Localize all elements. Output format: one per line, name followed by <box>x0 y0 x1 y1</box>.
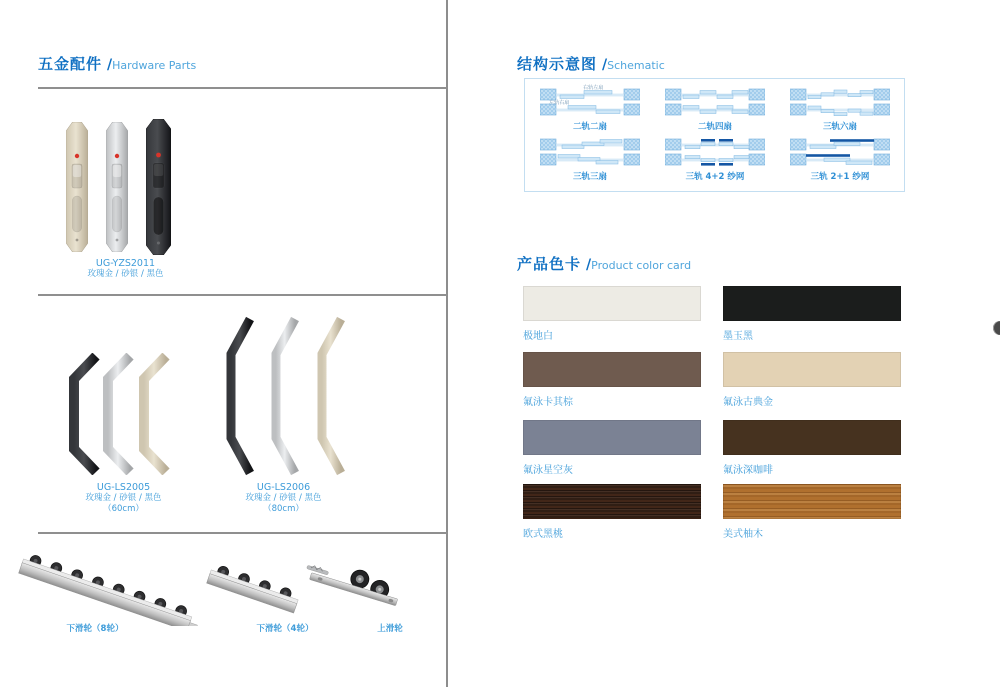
schematic-diagram <box>665 87 765 119</box>
header-slash: / <box>586 257 592 273</box>
handle60-label <box>56 482 191 515</box>
handle80-champagne-image <box>309 316 349 476</box>
lock-handle-finishes: 玫瑰金 / 砂银 / 黑色 <box>87 269 164 279</box>
header-slash: / <box>107 57 113 73</box>
handle60-model: UG-LS2005 <box>96 482 151 493</box>
bottom-roller-8-image <box>18 540 214 626</box>
handle80-label <box>216 482 351 515</box>
schematic-3track-3panel: 三轨三扇 <box>531 137 649 182</box>
hardware-parts-title-en: Hardware Parts <box>112 59 197 72</box>
page-divider <box>446 0 448 687</box>
handle60-size: （60cm） <box>103 504 144 514</box>
schematic-box <box>524 78 905 192</box>
swatch-color <box>723 286 901 321</box>
swatch-polar-white: 极地白 <box>523 286 701 342</box>
swatch-color <box>523 352 701 387</box>
schematic-title-zh: 结构示意图 <box>517 55 598 73</box>
handle80-finishes: 玫瑰金 / 砂银 / 黑色 <box>245 493 322 503</box>
svg-defs <box>0 0 1 1</box>
page-edge-marker <box>993 321 1000 335</box>
schematic-diagram <box>540 137 640 169</box>
schematic-diagram <box>790 137 890 169</box>
schematic-annotation-bottom: 左轨右扇 <box>549 99 570 106</box>
lock-handle-champagne-image <box>66 122 88 252</box>
bottom-roller-4-label: 下滑轮（4轮） <box>256 624 314 634</box>
swatch-khaki-brown: 氟泳卡其棕 <box>523 352 701 408</box>
schematic-2track-4panel: 二轨四扇 <box>656 87 774 132</box>
swatch-color <box>723 484 901 519</box>
schematic-header <box>517 53 665 74</box>
hardware-parts-title-zh: 五金配件 <box>38 55 103 73</box>
lock-handle-model: UG-YZS2011 <box>95 258 156 269</box>
bottom-roller-4-image <box>206 556 318 622</box>
schematic-3track-6panel: 三轨六扇 <box>781 87 899 132</box>
swatch-color <box>523 420 701 455</box>
swatch-dark-coffee: 氟泳深咖啡 <box>723 420 901 476</box>
swatch-ink-black: 墨玉黑 <box>723 286 901 342</box>
handle60-finishes: 玫瑰金 / 砂银 / 黑色 <box>85 493 162 503</box>
swatch-color <box>723 352 901 387</box>
section-divider <box>38 87 447 89</box>
schematic-diagram <box>665 137 765 169</box>
schematic-3track-4plus2-screen: 三轨 4+2 纱网 <box>656 137 774 182</box>
schematic-annotation-top: 右轨左扇 <box>583 84 604 91</box>
swatch-black-walnut: 欧式黑桃 <box>523 484 701 540</box>
top-roller-label: 上滑轮 <box>377 624 403 634</box>
header-slash: / <box>602 57 608 73</box>
section-divider <box>38 532 447 534</box>
schematic-3track-2plus1-screen: 三轨 2+1 纱网 <box>781 137 899 182</box>
swatch-color <box>523 484 701 519</box>
section-divider <box>38 294 447 296</box>
handle80-black-image <box>218 316 258 476</box>
top-roller-image <box>306 550 408 612</box>
swatch-color <box>523 286 701 321</box>
handle80-silver-image <box>263 316 303 476</box>
lock-handle-label <box>58 258 193 280</box>
bottom-roller-8-label: 下滑轮（8轮） <box>66 624 124 634</box>
color-card-title-zh: 产品色卡 <box>517 255 582 273</box>
schematic-2track-2panel: 右轨左扇 左轨右扇 二轨二扇 <box>531 87 649 132</box>
color-card-title-en: Product color card <box>591 259 692 272</box>
handle80-size: （80cm） <box>263 504 304 514</box>
swatch-starry-gray: 氟泳星空灰 <box>523 420 701 476</box>
handle60-champagne-image <box>128 353 174 475</box>
swatch-teak: 美式柚木 <box>723 484 901 540</box>
lock-handle-silver-image <box>106 122 128 252</box>
swatch-color <box>723 420 901 455</box>
hardware-parts-header <box>38 53 196 74</box>
handle80-model: UG-LS2006 <box>256 482 311 493</box>
schematic-diagram <box>790 87 890 119</box>
schematic-title-en: Schematic <box>607 59 665 72</box>
lock-handle-black-image <box>146 119 171 255</box>
swatch-classic-gold: 氟泳古典金 <box>723 352 901 408</box>
color-card-header <box>517 253 691 274</box>
